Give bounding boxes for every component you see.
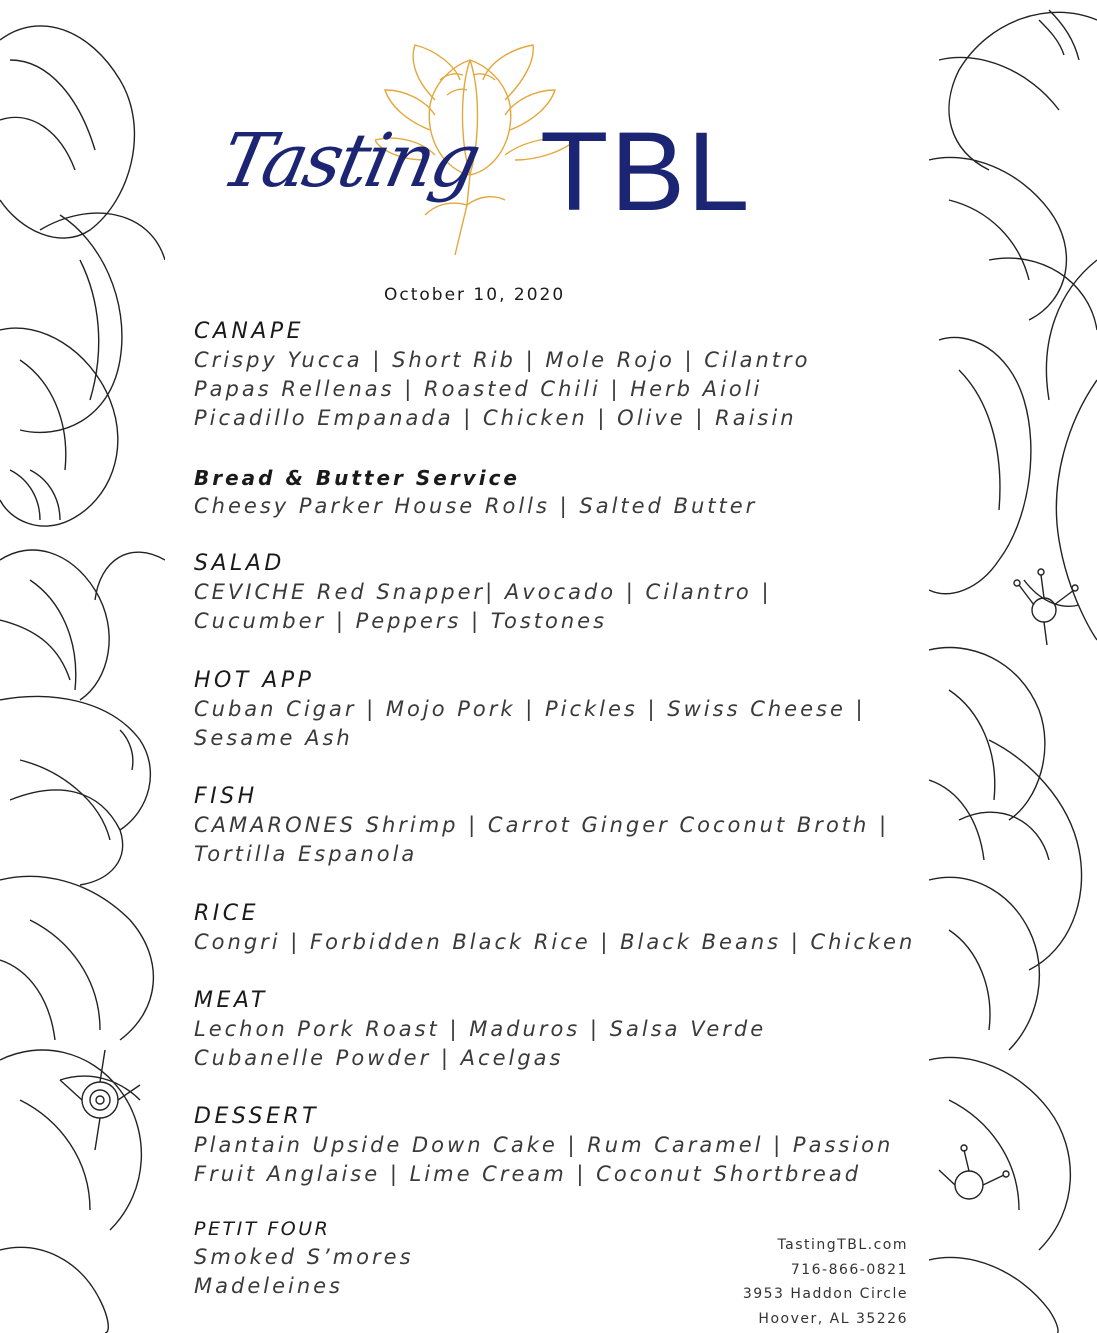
course-hot-app [194,667,866,753]
course-title: DESSERT [194,1104,320,1129]
course-fish [194,783,889,869]
floral-line-art-icon [0,0,165,1333]
brand-logo [205,20,795,270]
menu-date: October 10, 2020 [384,285,566,305]
street-address: 3953 Haddon Circle [742,1286,908,1302]
course-item-line: Smoked S’mores [194,1245,414,1269]
course-title: SALAD [194,551,285,576]
course-title: CANAPE [194,319,305,344]
course-item-line: Plantain Upside Down Cake | Rum Caramel | Passion [194,1133,894,1157]
course-bread-butter [194,464,757,521]
course-rice [194,900,915,957]
course-title: RICE [194,901,260,926]
course-item-line: Madeleines [194,1274,343,1298]
left-floral-border [0,0,165,1333]
right-floral-border [929,0,1097,1333]
course-title: FISH [194,784,258,809]
course-title: MEAT [194,988,268,1013]
course-petit-four [194,1215,414,1301]
course-item-line: CAMARONES Shrimp | Carrot Ginger Coconut Broth | [194,813,890,837]
course-salad [194,550,772,636]
course-item-line: Tortilla Espanola [194,842,418,866]
course-canape [194,318,810,433]
course-item-line: Congri | Forbidden Black Rice | Black Beans | Chicken [194,930,916,954]
phone-number: 716-866-0821 [790,1261,908,1278]
logo-script-word: Tasting [213,118,486,204]
course-title: Bread & Butter Service [194,466,520,490]
city-state-zip: Hoover, AL 35226 [758,1310,908,1327]
logo-caps-word: TBL [540,109,752,234]
contact-info [743,1233,908,1331]
course-title: PETIT FOUR [194,1218,331,1240]
course-item-line: Cubanelle Powder | Acelgas [194,1046,564,1070]
website-link[interactable]: TastingTBL.com [777,1237,908,1253]
course-dessert [194,1103,893,1189]
course-item-line: Cucumber | Peppers | Tostones [194,609,608,633]
course-item-line: Lechon Pork Roast | Maduros | Salsa Verde [194,1017,767,1041]
course-item-line: Fruit Anglaise | Lime Cream | Coconut Shortbread [194,1162,862,1186]
course-item-line: Cheesy Parker House Rolls | Salted Butter [194,494,758,518]
course-item-line: CEVICHE Red Snapper| Avocado | Cilantro | [194,580,772,604]
course-item-line: Sesame Ash [194,726,353,750]
course-item-line: Crispy Yucca | Short Rib | Mole Rojo | Cilantro [194,348,811,372]
course-item-line: Cuban Cigar | Mojo Pork | Pickles | Swiss Cheese | [194,697,866,721]
course-item-line: Picadillo Empanada | Chicken | Olive | Raisin [194,406,797,430]
course-item-line: Papas Rellenas | Roasted Chili | Herb Aioli [194,377,763,401]
course-meat [194,987,766,1073]
floral-line-art-icon [929,0,1097,1333]
course-title: HOT APP [194,668,315,693]
